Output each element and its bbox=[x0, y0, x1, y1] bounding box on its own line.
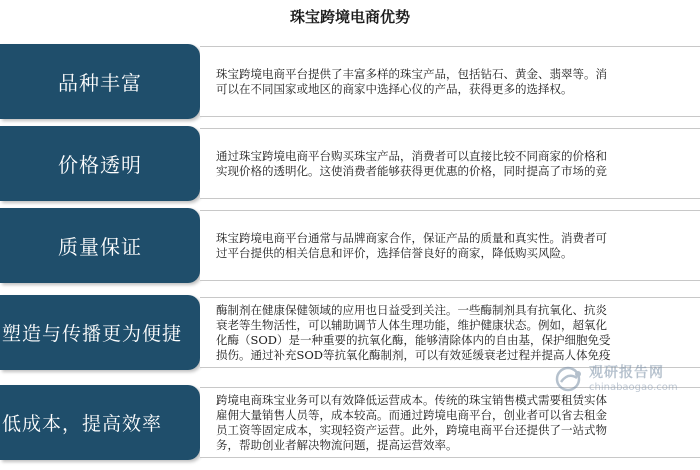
advantage-label-box bbox=[0, 44, 200, 119]
advantage-label: 质量保证 bbox=[58, 235, 142, 259]
advantage-description: 珠宝跨境电商平台通常与品牌商家合作，保证产品的质量和真实性。消费者可 过平台提供的相关信息和评价，选择信誉良好的商家，降低购买风险。 bbox=[216, 230, 607, 260]
advantage-label-box bbox=[0, 385, 200, 460]
page-title: 珠宝跨境电商优势 bbox=[289, 8, 410, 26]
advantage-description-box bbox=[200, 210, 700, 281]
advantage-label: 品种丰富 bbox=[58, 71, 142, 95]
watermark-cn-text: 观研报告网 bbox=[589, 365, 664, 381]
advantage-description: 通过珠宝跨境电商平台购买珠宝产品，消费者可以直接比较不同商家的价格和 实现价格的透明化。这使消费者能够获得更优惠的价格，同时提高了市场的竞 bbox=[216, 148, 607, 178]
advantage-description: 珠宝跨境电商平台提供了丰富多样的珠宝产品，包括钻石、黄金、翡翠等。消 可以在不同国家或地区的商家中选择心仪的产品，获得更多的选择权。 bbox=[216, 66, 607, 96]
advantage-row-quality bbox=[0, 208, 700, 283]
advantage-description: 跨境电商珠宝业务可以有效降低运营成本。传统的珠宝销售模式需要租赁实体 雇佣大量销售人员等，成本较高。而通过跨境电商平台，创业者可以省去租金 员工资等固定成本，实现轻资产运营。此外，跨境电商平台还提供了一站式物 务，帮助创业者解决物流问题，提高运营效率。 bbox=[216, 392, 607, 452]
advantage-label-box bbox=[0, 295, 200, 370]
watermark-en-text: chinabaogao.com bbox=[589, 382, 678, 393]
advantage-label-box bbox=[0, 126, 200, 201]
advantage-description-box bbox=[200, 46, 700, 117]
advantage-row-branding bbox=[0, 295, 700, 370]
advantage-description: 酶制剂在健康保健领域的应用也日益受到关注。一些酶制剂具有抗氧化、抗炎 衰老等生物活性，可以辅助调节人体生理功能，维护健康状态。例如，超氧化 化酶（SOD）是一种重要的抗氧化酶，能够清除体内的自由基，保护细胞免受 损伤。通过补充SOD等抗氧化酶制剂，可以有效延缓衰老过程并提高人体免疫 bbox=[216, 302, 611, 362]
watermark-logo-icon bbox=[555, 366, 585, 392]
advantage-row-variety bbox=[0, 44, 700, 119]
advantage-description-box bbox=[200, 128, 700, 199]
advantage-label: 价格透明 bbox=[58, 153, 142, 177]
advantage-label: 低成本，提高效率 bbox=[2, 413, 163, 435]
advantage-label: 塑造与传播更为便捷 bbox=[2, 323, 183, 345]
advantage-label-box bbox=[0, 208, 200, 283]
advantage-description-box bbox=[200, 297, 700, 368]
watermark bbox=[555, 362, 695, 398]
advantage-row-price bbox=[0, 126, 700, 201]
